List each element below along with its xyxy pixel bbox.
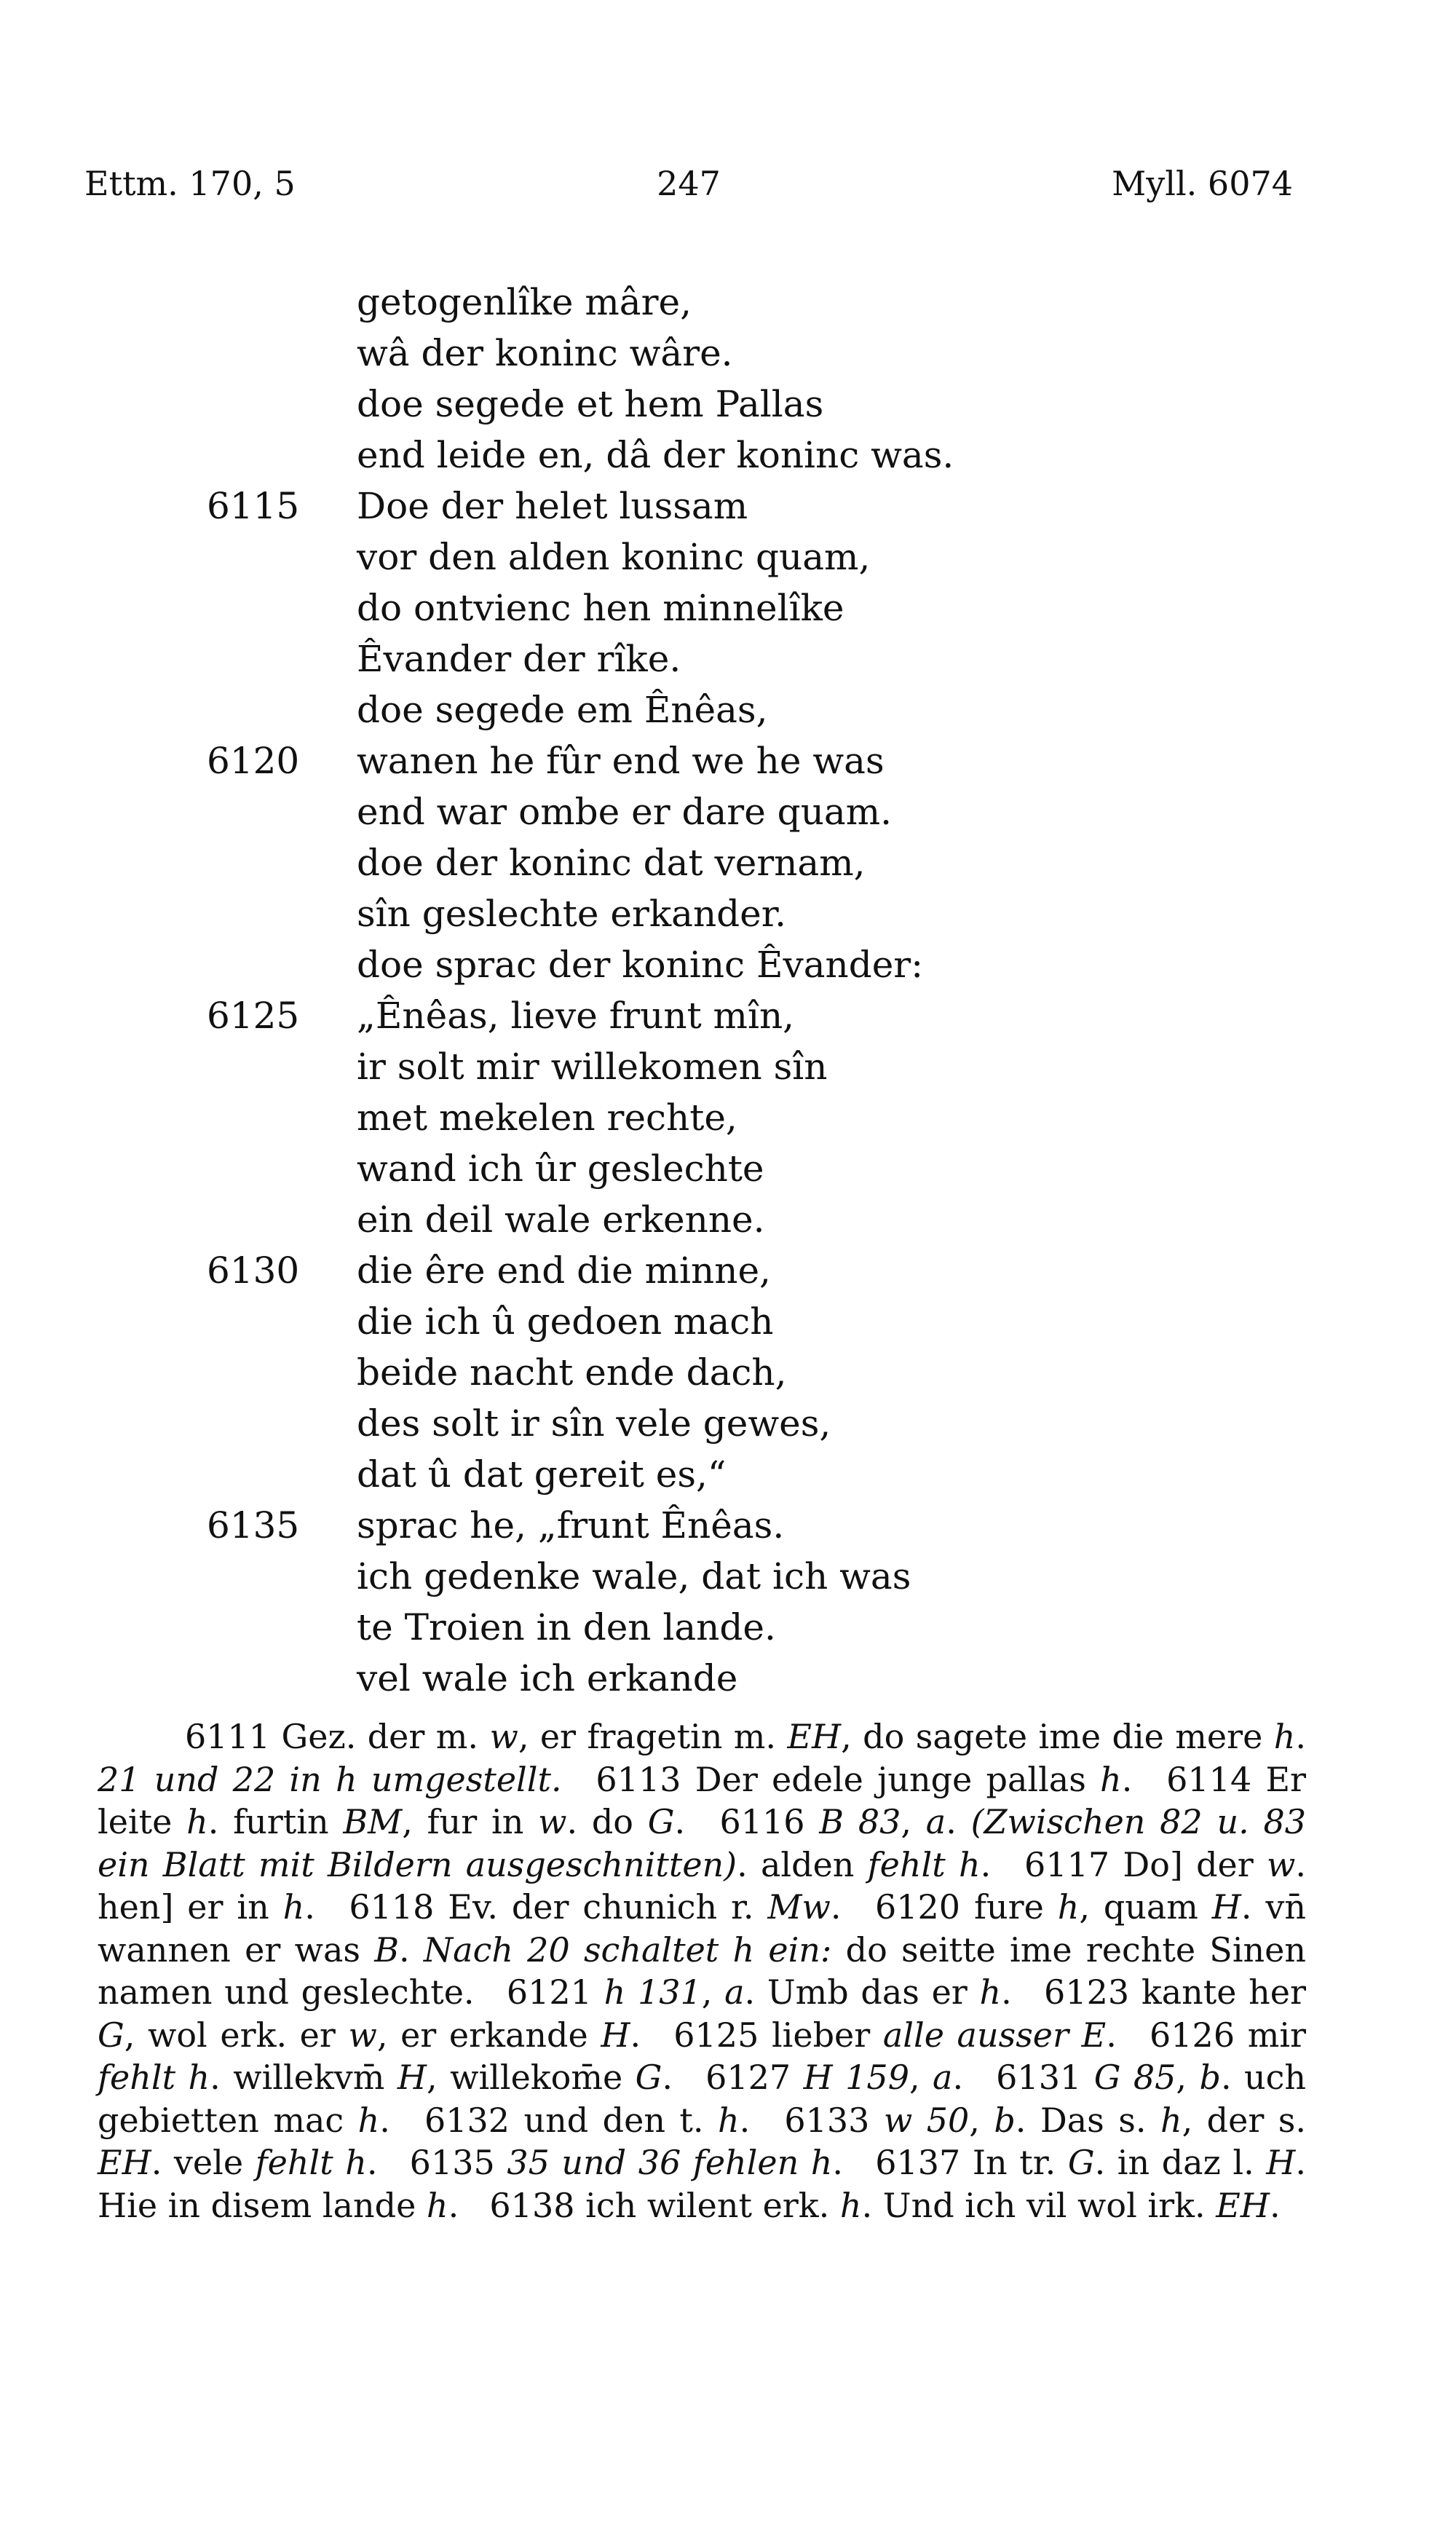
apparatus-siglum: EH: [787, 1717, 842, 1756]
apparatus-line-number: 6132: [424, 2100, 510, 2140]
apparatus-line-number: 6131: [996, 2058, 1082, 2097]
verse-text: doe segede em Ênêas,: [357, 689, 768, 731]
verse-line: [0, 786, 1456, 837]
apparatus-text: Er leite: [98, 1759, 1307, 1841]
verse-line: [0, 277, 1456, 328]
verse-text: vel wale ich erkande: [357, 1657, 738, 1699]
apparatus-siglum: G: [1067, 2143, 1095, 2182]
verse-text: end leide en, dâ der koninc was.: [357, 434, 954, 476]
verse-line: [0, 888, 1456, 939]
apparatus-text: . alden: [737, 1844, 868, 1884]
apparatus-text: . hen] er in: [98, 1844, 1306, 1927]
apparatus-siglum: (Zwischen 82 u. 83 ein Blatt mit Bildern ausgeschnitten): [98, 1802, 1306, 1884]
apparatus-text: .: [1295, 1717, 1306, 1756]
apparatus-text: .: [662, 2058, 673, 2097]
apparatus-siglum: h: [979, 1972, 1002, 2012]
apparatus-text: . Und ich vil wol irk.: [861, 2185, 1216, 2225]
apparatus-text: ,: [701, 1972, 725, 2012]
verse-line: [0, 1602, 1456, 1653]
apparatus-text: do seitte ime rechte Sinen namen und geslechte.: [98, 1929, 1307, 2012]
apparatus-text: .: [952, 2058, 964, 2097]
apparatus-text: . Umb das er: [744, 1972, 980, 2012]
apparatus-text: . in daz l.: [1094, 2143, 1267, 2182]
apparatus-text: , fur in: [402, 1802, 539, 1841]
verse-line: [0, 1194, 1456, 1245]
page-header: [84, 162, 1293, 205]
verse-line: [0, 735, 1456, 786]
apparatus-siglum: h: [1273, 1717, 1296, 1756]
apparatus-entry: [349, 1887, 841, 1927]
apparatus-text: ,: [901, 1802, 926, 1841]
verse-line: [0, 582, 1456, 633]
verse-line: [0, 939, 1456, 990]
apparatus-text: ,: [969, 2100, 994, 2140]
verse-line: [0, 532, 1456, 582]
apparatus-text: .: [448, 2185, 459, 2225]
apparatus-entry: [424, 2101, 750, 2140]
apparatus-siglum: w 50: [883, 2100, 970, 2140]
verse-line: [0, 328, 1456, 379]
apparatus-line-number: 6113: [596, 1759, 681, 1799]
verse-text: „Ênêas, lieve frunt mîn,: [357, 995, 795, 1037]
verse-text: wâ der koninc wâre.: [357, 332, 733, 374]
verse-number: 6130: [207, 1249, 300, 1292]
apparatus-siglum: a: [925, 1802, 946, 1841]
verse-line: [0, 430, 1456, 481]
apparatus-siglum: Nach 20 schaltet h ein:: [423, 1929, 832, 1970]
apparatus-siglum: h: [186, 1802, 208, 1841]
apparatus-siglum: H: [1266, 2143, 1296, 2182]
apparatus-siglum: 35 und 36 fehlen h: [507, 2143, 833, 2182]
apparatus-text: fure: [973, 1887, 1058, 1927]
apparatus-text: Der edele junge pallas: [695, 1759, 1101, 1799]
verse-line: [0, 1551, 1456, 1602]
apparatus-siglum: EH: [1216, 2185, 1270, 2225]
apparatus-text: . willekvm̄: [210, 2058, 397, 2097]
apparatus-text: Gez. der m.: [281, 1717, 490, 1756]
apparatus-siglum: a: [724, 1972, 745, 2012]
verse-text: doe sprac der koninc Êvander:: [357, 944, 924, 986]
apparatus-siglum: fehlt h: [255, 2143, 367, 2182]
apparatus-text: Do] der: [1123, 1844, 1267, 1884]
verse-line: [0, 684, 1456, 735]
apparatus-siglum: H 159: [803, 2058, 909, 2097]
apparatus-line-number: 6120: [875, 1887, 961, 1927]
apparatus-text: , der s.: [1182, 2100, 1307, 2140]
verse-text: do ontvienc hen minnelîke: [357, 587, 844, 629]
verse-line: [0, 1347, 1456, 1398]
verse-text: met mekelen rechte,: [357, 1097, 737, 1139]
apparatus-siglum: b: [1199, 2058, 1221, 2097]
apparatus-entry: [489, 2186, 1280, 2225]
verse-text: vor den alden koninc quam,: [357, 536, 871, 578]
header-edition-ref: Ettm. 170, 5: [84, 164, 296, 203]
apparatus-siglum: h: [717, 2100, 740, 2140]
apparatus-text: .: [980, 1844, 992, 1884]
verse-number: 6135: [207, 1504, 300, 1547]
apparatus-line-number: 6133: [784, 2100, 870, 2140]
apparatus-text: . do: [566, 1802, 648, 1841]
apparatus-siglum: G 85: [1093, 2058, 1176, 2097]
apparatus-entry: [507, 1972, 1012, 2012]
apparatus-text: .: [379, 2100, 390, 2140]
verse-text: sprac he, „frunt Ênêas.: [357, 1504, 785, 1547]
apparatus-siglum: EH: [98, 2143, 151, 2182]
apparatus-text: .: [630, 2015, 641, 2055]
apparatus-text: lieber: [771, 2015, 883, 2055]
apparatus-text: . vn̄ wannen er was: [98, 1887, 1307, 1970]
apparatus-entry: [410, 2143, 843, 2182]
apparatus-text: .: [304, 1887, 315, 1927]
page-number: 247: [657, 164, 721, 203]
apparatus-line-number: 6135: [409, 2143, 495, 2182]
apparatus-siglum: w: [348, 2015, 377, 2055]
apparatus-text: .: [830, 1887, 842, 1927]
verse-line: [0, 990, 1456, 1041]
apparatus-text: kante her: [1141, 1972, 1306, 2012]
verse-number: 6120: [207, 740, 300, 782]
verse-line: [0, 1092, 1456, 1143]
apparatus-line-number: 6138: [489, 2185, 575, 2225]
apparatus-line-number: 6126: [1150, 2015, 1235, 2055]
apparatus-siglum: b: [994, 2100, 1016, 2140]
apparatus-siglum: alle ausser E: [882, 2015, 1107, 2055]
apparatus-siglum: G: [635, 2058, 662, 2097]
verse-line: [0, 1653, 1456, 1704]
apparatus-siglum: H: [601, 2015, 630, 2055]
apparatus-text: und den t.: [523, 2100, 718, 2140]
apparatus-text: , willekom̄e: [427, 2058, 636, 2097]
apparatus-siglum: H: [397, 2058, 427, 2097]
apparatus-siglum: w: [538, 1802, 567, 1841]
apparatus-entry: [596, 1760, 1132, 1799]
verse-text: ir solt mir willekomen sîn: [357, 1046, 828, 1088]
apparatus-siglum: fehlt h: [867, 1844, 981, 1884]
verse-line: [0, 1245, 1456, 1296]
apparatus-siglum: B: [374, 1929, 400, 1970]
verse-text: dat û dat gereit es,“: [357, 1453, 727, 1496]
apparatus-line-number: 6114: [1166, 1759, 1252, 1799]
verse-line: [0, 1398, 1456, 1449]
apparatus-siglum: w: [489, 1717, 518, 1756]
apparatus-siglum: BM: [343, 1802, 403, 1841]
verse-text: ich gedenke wale, dat ich was: [357, 1555, 911, 1597]
apparatus-text: . vele: [151, 2143, 256, 2182]
apparatus-line-number: 6117: [1024, 1844, 1110, 1884]
apparatus-siglum: G: [98, 2015, 124, 2055]
verse-line: [0, 1449, 1456, 1500]
apparatus-text: , do sagete ime die mere: [841, 1717, 1274, 1756]
apparatus-siglum: B 83: [819, 1802, 901, 1841]
apparatus-text: .: [832, 2143, 844, 2182]
apparatus-text: ,: [1176, 2058, 1200, 2097]
apparatus-siglum: h: [426, 2185, 448, 2225]
header-verse-ref: Myll. 6074: [1112, 164, 1293, 203]
apparatus-text: mir: [1247, 2015, 1307, 2055]
apparatus-siglum: fehlt h: [98, 2058, 210, 2097]
verse-text: doe der koninc dat vernam,: [357, 842, 866, 884]
verse-text: sîn geslechte erkander.: [357, 893, 787, 935]
apparatus-text: .: [1269, 2185, 1281, 2225]
verse-text: beide nacht ende dach,: [357, 1351, 787, 1394]
verse-text: doe segede et hem Pallas: [357, 383, 824, 425]
apparatus-text: , quam: [1079, 1887, 1212, 1927]
apparatus-text: .: [739, 2100, 751, 2140]
verse-text: wanen he fûr end we he was: [357, 740, 885, 782]
verse-number: 6115: [207, 485, 300, 527]
apparatus-siglum: h: [1057, 1887, 1080, 1927]
verse-line: [0, 481, 1456, 532]
apparatus-line-number: 6118: [349, 1887, 435, 1927]
verse-line: [0, 1041, 1456, 1092]
apparatus-siglum: h: [357, 2100, 380, 2140]
apparatus-entry: [705, 2058, 963, 2097]
apparatus-text: ,: [909, 2058, 933, 2097]
apparatus-siglum: h 131: [604, 1972, 702, 2012]
apparatus-siglum: 21 und 22 in h umgestellt.: [98, 1759, 562, 1799]
apparatus-text: .: [1001, 1972, 1012, 2012]
apparatus-line-number: 6123: [1044, 1972, 1130, 2012]
apparatus-text: ich wilent erk.: [585, 2185, 840, 2225]
apparatus-siglum: h: [1160, 2100, 1182, 2140]
apparatus-text: . Das s.: [1015, 2100, 1160, 2140]
apparatus-line-number: 6121: [506, 1972, 592, 2012]
apparatus-text: .: [1106, 2015, 1117, 2055]
verse-line: [0, 1143, 1456, 1194]
apparatus-text: .: [1121, 1759, 1133, 1799]
apparatus-text: , wol erk. er: [124, 2015, 349, 2055]
verse-text: getogenlîke mâre,: [357, 281, 692, 323]
verse-text: wand ich ûr geslechte: [357, 1147, 764, 1190]
apparatus-siglum: w: [1267, 1844, 1296, 1884]
apparatus-text: , er fragetin m.: [518, 1717, 788, 1756]
apparatus-entry: [673, 2015, 1117, 2055]
apparatus-line-number: 6116: [719, 1802, 805, 1841]
poem-text: [0, 277, 1456, 1704]
apparatus-siglum: H: [1211, 1887, 1241, 1927]
apparatus-text: .: [674, 1802, 686, 1841]
apparatus-siglum: Mw: [767, 1887, 831, 1927]
verse-text: Doe der helet lussam: [357, 485, 748, 527]
verse-number: 6125: [207, 995, 300, 1037]
verse-line: [0, 1500, 1456, 1551]
apparatus-line-number: 6125: [673, 2015, 759, 2055]
verse-line: [0, 633, 1456, 684]
apparatus-siglum: a: [933, 2058, 953, 2097]
verse-text: die êre end die minne,: [357, 1249, 771, 1292]
apparatus-text: . furtin: [207, 1802, 344, 1841]
verse-line: [0, 837, 1456, 888]
apparatus-text: . uch gebietten mac: [98, 2058, 1307, 2140]
verse-text: Êvander der rîke.: [357, 638, 681, 680]
apparatus-text: , er erkande: [376, 2015, 601, 2055]
verse-text: die ich û gedoen mach: [357, 1300, 774, 1343]
critical-apparatus: [98, 1715, 1306, 2227]
verse-line: [0, 1296, 1456, 1347]
apparatus-siglum: h: [839, 2185, 862, 2225]
apparatus-siglum: h: [1100, 1759, 1122, 1799]
apparatus-text: .: [399, 1929, 424, 1970]
verse-text: end war ombe er dare quam.: [357, 791, 893, 833]
verse-text: te Troien in den lande.: [357, 1606, 776, 1648]
apparatus-line-number: 6111: [185, 1717, 271, 1756]
apparatus-line-number: 6137: [875, 2143, 961, 2182]
apparatus-siglum: h: [282, 1887, 305, 1927]
apparatus-text: In tr.: [972, 2143, 1068, 2182]
apparatus-text: . Hie in disem lande: [98, 2143, 1307, 2225]
apparatus-siglum: G: [647, 1802, 675, 1841]
verse-text: des solt ir sîn vele gewes,: [357, 1402, 831, 1445]
verse-text: ein deil wale erkenne.: [357, 1198, 765, 1241]
verse-line: [0, 379, 1456, 430]
apparatus-text: .: [946, 1802, 971, 1841]
apparatus-text: Ev. der chunich r.: [448, 1887, 768, 1927]
apparatus-line-number: 6127: [705, 2058, 791, 2097]
apparatus-text: .: [366, 2143, 378, 2182]
